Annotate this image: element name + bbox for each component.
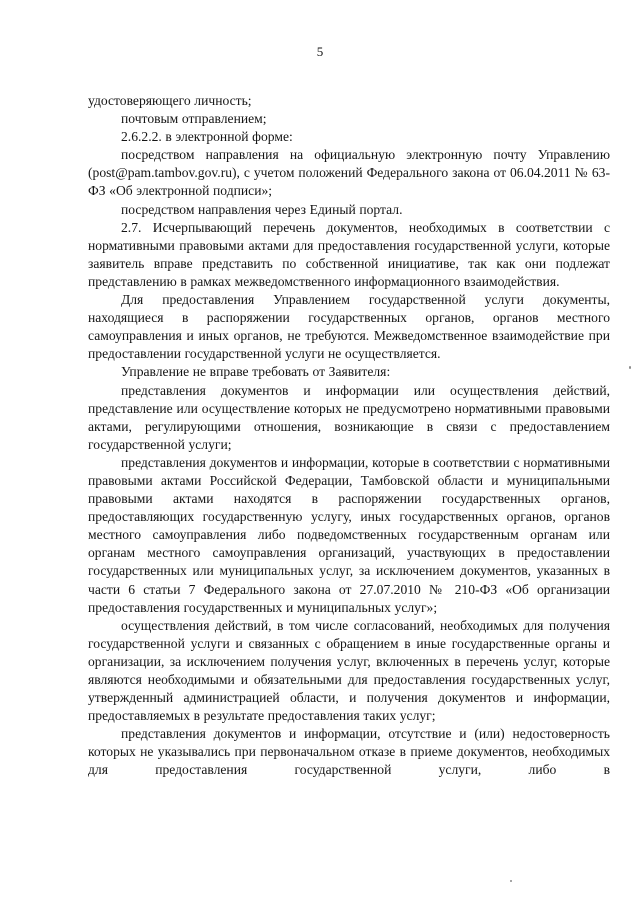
paragraph-section-2-7: 2.7. Исчерпывающий перечень документов, необходимых в соответствии с нормативными правовыми актами для предоставления государственной услуги, которые заявитель вправе представить по собственной инициативе, так как они подлежат представлению в рамках межведомственного информационного взаимодействия. xyxy=(88,219,610,289)
paragraph-documents-not-required: Для предоставления Управлением государственной услуги документы, находящиеся в распоряжении государственных органов, органов местного самоуправления и иных органов, не требуются. Межведомственное взаимодействие при предоставлении государственной услуги не осуществляется. xyxy=(88,292,610,362)
page-number: 5 xyxy=(316,44,324,59)
paragraph-unified-portal: посредством направления через Единый портал. xyxy=(121,201,403,217)
paragraph-postal: почтовым отправлением; xyxy=(121,111,267,127)
paragraph-identity-document: удостоверяющего личность; xyxy=(88,93,252,108)
paragraph-not-entitled-intro: Управление не вправе требовать от Заявителя: xyxy=(121,364,391,380)
paragraph-item-approvals: осуществления действий, в том числе согласований, необходимых для получения государственной услуги и связанных с обращением в иные государственные органы и организации, за исключением получения услуг, включенных в перечень услуг, которые являются необходимыми и обязательными для предоставления государственных услуг, утвержденный администрацией области, и получения документов и информации, предоставляемых в результате предоставления таких услуг; xyxy=(88,617,610,724)
paragraph-item-actions-not-provided: представления документов и информации или осуществления действий, представление или осуществление которых не предусмотрено нормативными правовыми актами, регулирующими отношения, возникающие в связи с предоставлением государственной услуги; xyxy=(88,382,610,452)
paragraph-email-submission: посредством направления на официальную электронную почту Управлению (post@pam.tambov.gov.ru), с учетом положений Федерального закона от 06.04.2011 № 63-ФЗ «Об электронной подписи»; xyxy=(88,147,610,199)
document-body xyxy=(88,92,610,780)
scan-speck xyxy=(510,880,512,882)
paragraph-item-initial-refusal: представления документов и информации, отсутствие и (или) недостоверность которых не указывались при первоначальном отказе в приеме документов, необходимых для предоставления государственной услуги, либо в xyxy=(88,726,610,778)
scan-speck xyxy=(629,366,631,369)
paragraph-electronic-form: 2.6.2.2. в электронной форме: xyxy=(121,129,293,145)
paragraph-item-documents-in-possession: представления документов и информации, которые в соответствии с нормативными правовыми актами Российской Федерации, Тамбовской области и муниципальными правовыми актами находятся в распоряжении государственных органов, предоставляющих государственную услугу, иных государственных органов, органов местного самоуправления либо подведомственных государственным органам или органам местного самоуправления организаций, участвующих в предоставлении государственных или муниципальных услуг, за исключением документов, указанных в части 6 статьи 7 Федерального закона от 27.07.2010 № 210-ФЗ «Об организации предоставления государственных и муниципальных услуг»; xyxy=(88,454,610,615)
